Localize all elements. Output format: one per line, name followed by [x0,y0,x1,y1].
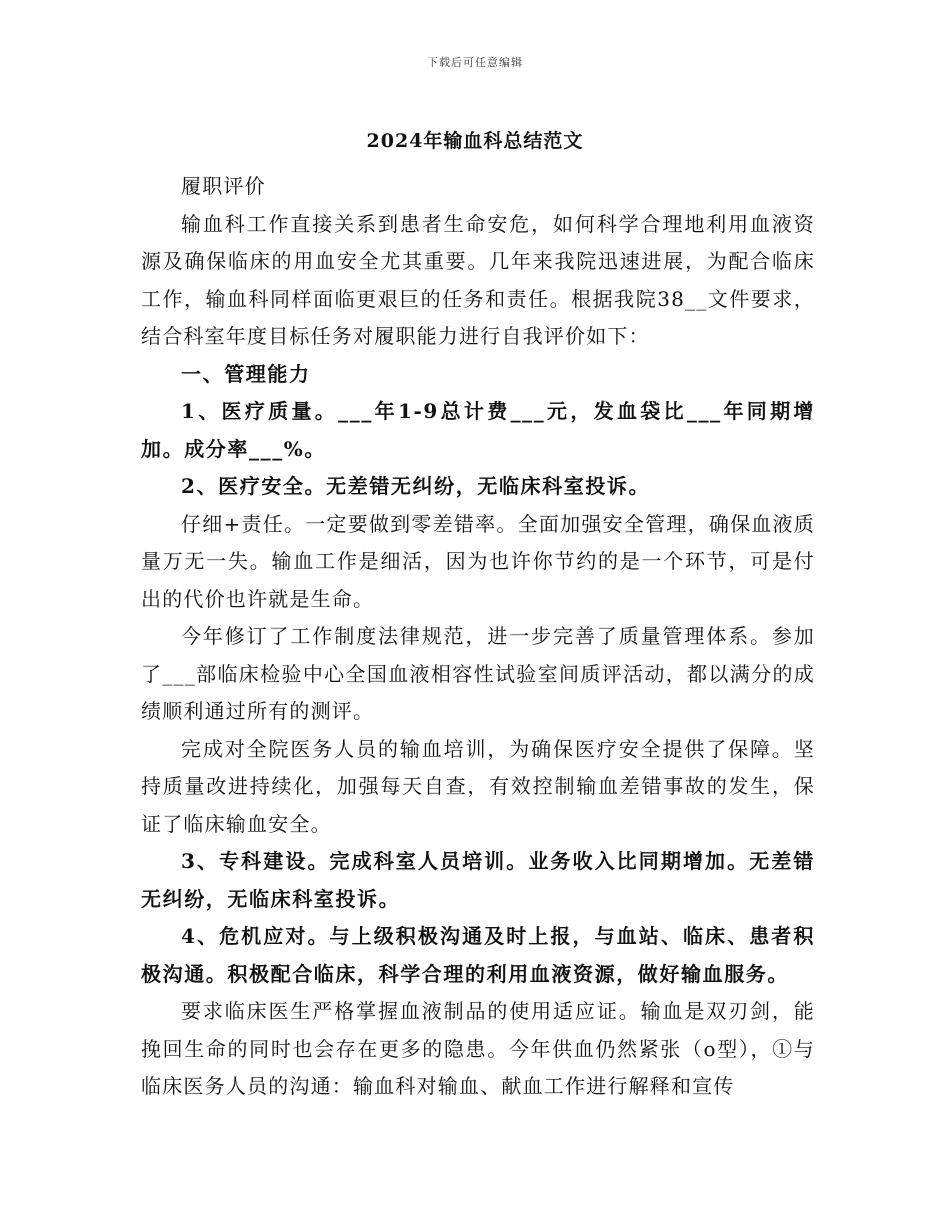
paragraph-intro: 输血科工作直接关系到患者生命安危，如何科学合理地利用血液资源及确保临床的用血安全尤其重要。几年来我院迅速进展，为配合临床工作，输血科同样面临更艰巨的任务和责任。根据我院38__文件要求，结合科室年度目标任务对履职能力进行自我评价如下： [141,211,815,348]
paragraph-care-responsibility: 仔细+责任。一定要做到零差错率。全面加强安全管理，确保血液质量万无一失。输血工作是细活，因为也许你节约的是一个环节，可是付出的代价也许就是生命。 [141,511,815,611]
heading-management-ability: 一、管理能力 [181,361,311,386]
header-note: 下载后可任意编辑 [427,56,523,69]
paragraph-training: 完成对全院医务人员的输血培训，为确保医疗安全提供了保障。坚持质量改进持续化，加强每天自查，有效控制输血差错事故的发生，保证了临床输血安全。 [141,736,815,836]
item-specialty-building: 3、专科建设。完成科室人员培训。业务收入比同期增加。无差错无纠纷，无临床科室投诉。 [141,849,815,911]
item-crisis-response: 4、危机应对。与上级积极沟通及时上报，与血站、临床、患者积极沟通。积极配合临床，科学合理的利用血液资源，做好输血服务。 [141,924,815,986]
item-medical-quality: 1、医疗质量。___年1-9总计费___元，发血袋比___年同期增加。成分率___%。 [141,399,815,461]
paragraph-regulations: 今年修订了工作制度法律规范，进一步完善了质量管理体系。参加了___部临床检验中心全国血液相容性试验室间质评活动，都以满分的成绩顺利通过所有的测评。 [141,624,815,723]
document-title: 2024年输血科总结范文 [366,130,584,152]
item-medical-safety: 2、医疗安全。无差错无纠纷，无临床科室投诉。 [181,474,651,498]
paragraph-section-label: 履职评价 [181,174,266,198]
paragraph-clinical-requirements: 要求临床医生严格掌握血液制品的使用适应证。输血是双刃剑，能挽回生命的同时也会存在更多的隐患。今年供血仍然紧张（o型），①与临床医务人员的沟通：输血科对输血、献血工作进行解释和宣传 [141,999,815,1098]
document-body [141,168,815,1106]
